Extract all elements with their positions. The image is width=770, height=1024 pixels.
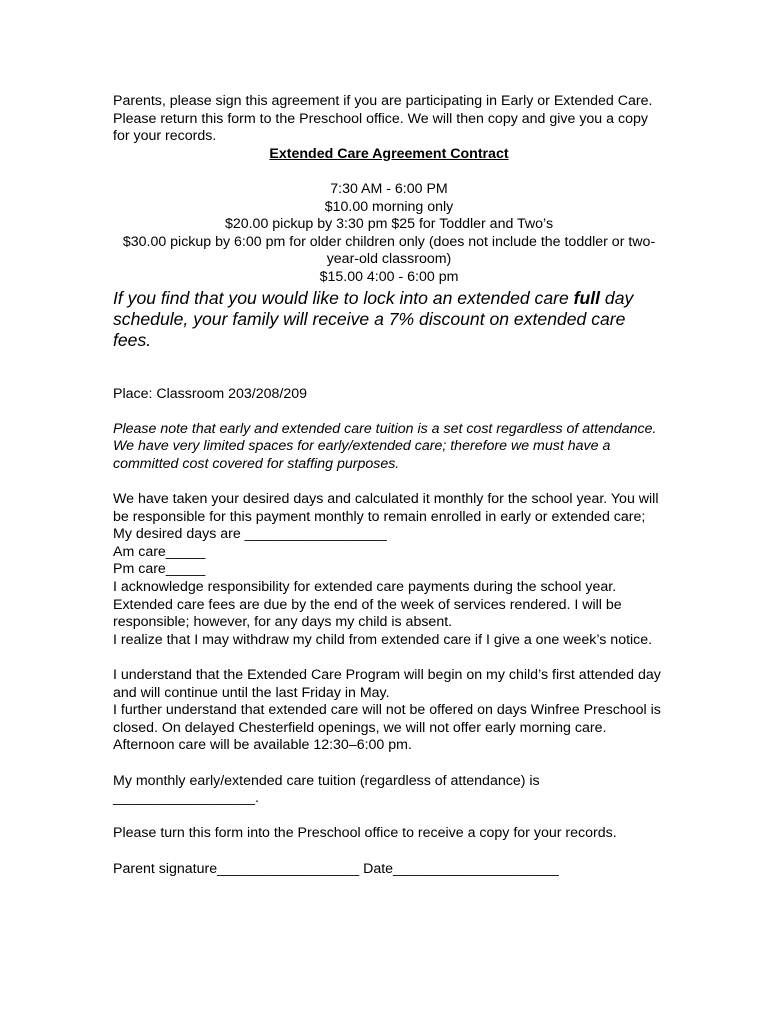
acknowledge-paragraph: I acknowledge responsibility for extended care payments during the school year. Extended care fees are due by the end of the week of services rendered. I will be responsible; however, for any days my child is absent.	[113, 579, 622, 631]
pm-care-field[interactable]: Pm care_____	[113, 561, 206, 578]
contract-title: Extended Care Agreement Contract	[269, 145, 509, 162]
fee-morning-only: $10.00 morning only	[324, 198, 454, 215]
program-start-paragraph: I understand that the Extended Care Program will begin on my child’s first attended day and will continue until the last Friday in May.	[113, 667, 661, 701]
not-offered-paragraph: I further understand that extended care will not be offered on days Winfree Preschool is closed. On delayed Chesterfield openings, we will not offer early morning care. Afternoon care will be available 12:30–6:00 pm.	[113, 702, 661, 754]
fee-afternoon: $15.00 4:00 - 6:00 pm	[319, 268, 459, 285]
discount-text-after: day schedule, your family will receive a 7% discount on extended care fees.	[113, 287, 634, 350]
desired-days-intro: We have taken your desired days and calculated it monthly for the school year. You will be responsible for this payment monthly to remain enrolled in early or extended care;	[113, 491, 659, 525]
fee-pickup-330: $20.00 pickup by 3:30 pm $25 for Toddler and Two’s	[224, 216, 554, 233]
am-care-field[interactable]: Am care_____	[113, 543, 206, 560]
desired-days-field[interactable]: My desired days are __________________	[113, 526, 387, 543]
discount-text-before: If you find that you would like to lock into an extended care	[113, 287, 574, 308]
turn-in-instructions: Please turn this form into the Preschool office to receive a copy for your records.	[113, 825, 617, 842]
discount-notice	[113, 288, 665, 351]
place-line: Place: Classroom 203/208/209	[113, 385, 308, 402]
withdraw-paragraph: I realize that I may withdraw my child from extended care if I give a one week’s notice.	[113, 631, 653, 648]
discount-text-bold: full	[573, 287, 601, 308]
tuition-field[interactable]: My monthly early/extended care tuition (regardless of attendance) is __________________.	[113, 772, 540, 807]
intro-paragraph: Parents, please sign this agreement if you are participating in Early or Extended Care. Please return this form to the Preschool office. We will then copy and give you a copy for your records.	[113, 93, 653, 145]
signature-date-field[interactable]: Parent signature__________________ Date_____________________	[113, 860, 559, 877]
fee-pickup-600: $30.00 pickup by 6:00 pm for older children only (does not include the toddler or two-year-old classroom)	[122, 233, 656, 268]
agreement-body	[113, 93, 665, 878]
cost-note: Please note that early and extended care tuition is a set cost regardless of attendance. We have very limited spaces for early/extended care; therefore we must have a committed cost covered for staffing purposes.	[113, 420, 657, 472]
hours-line: 7:30 AM - 6:00 PM	[330, 180, 448, 197]
